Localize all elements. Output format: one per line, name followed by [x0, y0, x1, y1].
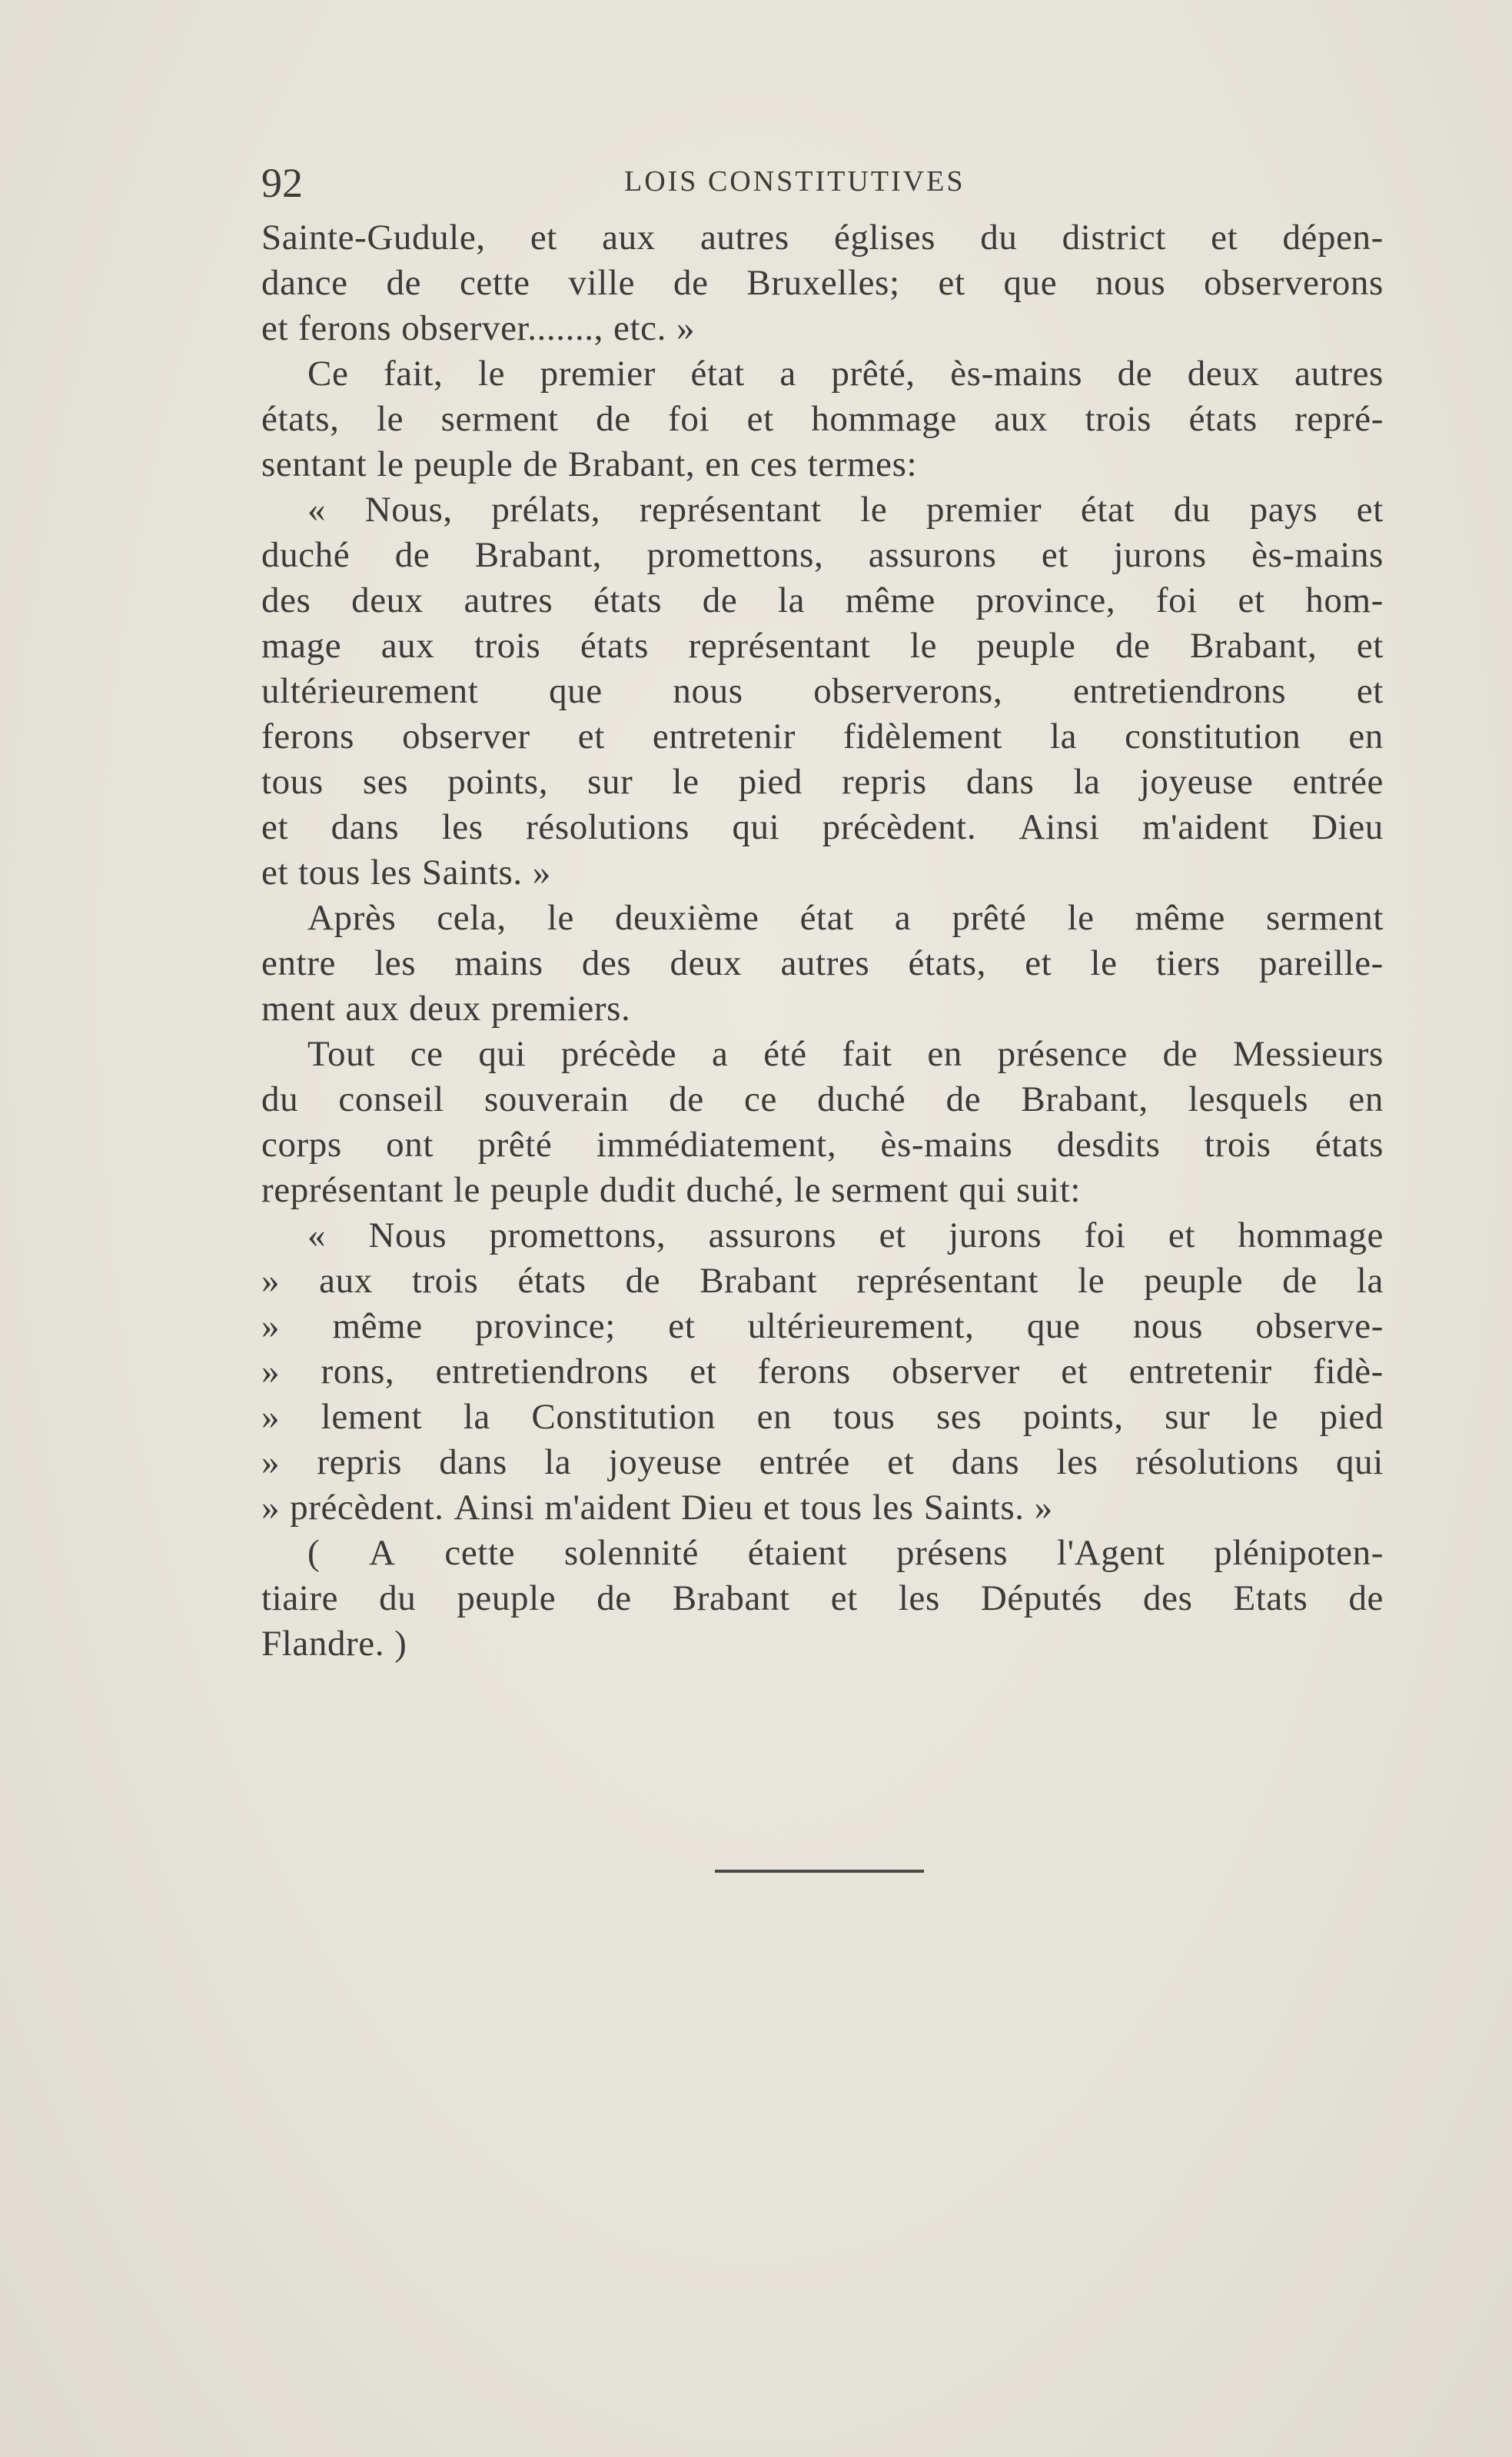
text-line: » lement la Constitution en tous ses points, sur le pied	[261, 1397, 1384, 1437]
running-head: LOIS CONSTITUTIVES	[624, 165, 965, 198]
text-line: » rons, entretiendrons et ferons observer et entretenir fidè-	[261, 1352, 1384, 1391]
text-line: des deux autres états de la même province, foi et hom-	[261, 580, 1384, 620]
text-line: sentant le peuple de Brabant, en ces termes:	[261, 444, 918, 484]
text-line: » précèdent. Ainsi m'aident Dieu et tous les Saints. »	[261, 1488, 1053, 1528]
text-line: duché de Brabant, promettons, assurons et jurons ès-mains	[261, 535, 1384, 575]
text-line: tous ses points, sur le pied repris dans la joyeuse entrée	[261, 762, 1384, 802]
text-line: » même province; et ultérieurement, que nous observe-	[261, 1306, 1384, 1346]
text-line: ment aux deux premiers.	[261, 989, 631, 1029]
text-line: ultérieurement que nous observerons, entretiendrons et	[261, 671, 1384, 711]
text-line: « Nous promettons, assurons et jurons foi et hommage	[307, 1215, 1384, 1255]
text-line: dance de cette ville de Bruxelles; et que nous observerons	[261, 263, 1384, 303]
text-line: entre les mains des deux autres états, et le tiers pareille-	[261, 943, 1384, 983]
text-line: mage aux trois états représentant le peuple de Brabant, et	[261, 626, 1384, 666]
text-line: » aux trois états de Brabant représentant le peuple de la	[261, 1261, 1384, 1301]
text-line: et dans les résolutions qui précèdent. Ainsi m'aident Dieu	[261, 807, 1384, 847]
text-line: états, le serment de foi et hommage aux trois états repré-	[261, 399, 1384, 439]
text-line: tiaire du peuple de Brabant et les Députés des Etats de	[261, 1578, 1384, 1618]
text-line: corps ont prêté immédiatement, ès-mains desdits trois états	[261, 1125, 1384, 1165]
text-line: et ferons observer......., etc. »	[261, 308, 696, 348]
text-line: représentant le peuple dudit duché, le serment qui suit:	[261, 1170, 1082, 1210]
text-line: » repris dans la joyeuse entrée et dans les résolutions qui	[261, 1442, 1384, 1482]
text-line: Tout ce qui précède a été fait en présence de Messieurs	[307, 1034, 1384, 1074]
page-number: 92	[261, 160, 303, 206]
body-text	[261, 215, 1384, 1667]
text-line: Ce fait, le premier état a prêté, ès-mains de deux autres	[307, 354, 1384, 394]
text-line: et tous les Saints. »	[261, 853, 551, 893]
page-header	[261, 152, 1384, 214]
text-line: « Nous, prélats, représentant le premier état du pays et	[307, 490, 1384, 530]
text-line: ferons observer et entretenir fidèlement la constitution en	[261, 716, 1384, 756]
text-line: ( A cette solennité étaient présens l'Agent plénipoten-	[307, 1533, 1384, 1573]
end-rule	[715, 1870, 924, 1873]
text-line: Sainte-Gudule, et aux autres églises du district et dépen-	[261, 218, 1384, 258]
text-line: Après cela, le deuxième état a prêté le même serment	[307, 898, 1384, 938]
text-line: Flandre. )	[261, 1624, 407, 1664]
text-line: du conseil souverain de ce duché de Brabant, lesquels en	[261, 1079, 1384, 1119]
